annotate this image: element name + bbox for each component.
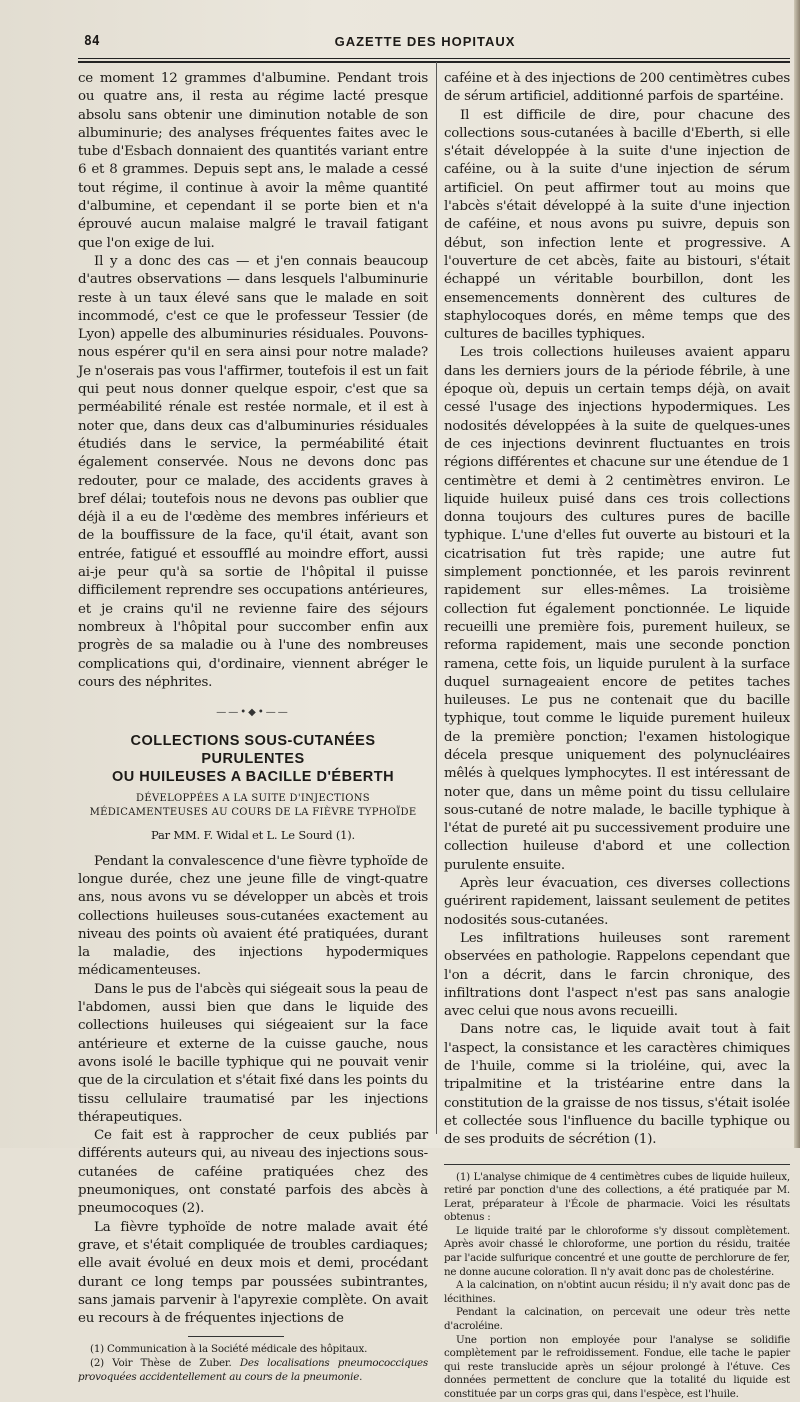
footnote-text: (2) Voir Thèse de Zuber. [90,1357,240,1369]
article-title-line-1: COLLECTIONS SOUS-CUTANÉES PURULENTES [130,733,376,768]
paragraph: Les trois collections huileuses avaient apparu dans les derniers jours de la période fébrile, à une époque où, depuis un certain temps déjà, on avait cessé l'usage des injections hypodermiques. Les nodosités développées à la suite de quelques-unes de ces injections devinrent fluctuantes en trois régions différentes et chacune sur une étendue de 1 centimètre et demi à 2 centimètres environ. Le liquide huileux puisé dans ces trois collections donna toujours des cultures pures de bacille typhique. L'une d'elles fut ouverte au bistouri et la cicatrisation fut très rapide; une autre fut simplement ponctionnée, et les parois revinrent rapidement sur elles-mêmes. La troisième collection fut également ponctionnée. Le liquide recueilli une première fois, purement huileux, se reforma rapidement, mais une seconde ponction ramena, cette fois, un liquide purulent à la surface duquel surnageaient encore de petites taches huileuses. Le pus ne contenait que du bacille typhique, tout comme le liquide purement huileux de la première ponction; l'examen histologique décela presque uniquement des polynucléaires mêlés à quelques lymphocytes. Il est intéressant de noter que, dans un même point du tissu cellulaire sous-cutané de notre malade, le bacille typhique à l'état de pureté ait pu successivement produire une collection huileuse d'abord et une collection purulente ensuite. [444,345,790,873]
paragraph: Dans le pus de l'abcès qui siégeait sous la peau de l'abdomen, aussi bien que dans le liquide des collections huileuses qui siégeaient sur la face antérieure et externe de la cuisse gauche, nous avons isolé le bacille typhique qui ne pouvait venir que de la circulation et s'était fixé dans les points du tissu cellulaire traumatisé par les injections thérapeutiques. [78,981,428,1125]
journal-title: GAZETTE DES HOPITAUX [334,34,516,49]
paragraph: La fièvre typhoïde de notre malade avait été grave, et s'était compliquée de troubles cardiaques; elle avait évolué en deux mois et demi, procédant durant ce long temps par poussées subintrantes, sans jamais parvenir à l'apyrexie complète. On avait eu recours à de fréquentes injections de [78,1219,428,1327]
header-rule [78,58,790,59]
paragraph: Ce fait est à rapprocher de ceux publiés par différents auteurs qui, au niveau des injections sous-cutanées de caféine pratiquées chez des pneumoniques, ont constaté parfois des abcès à pneumocoques (2). [78,1128,428,1217]
paragraph: Pendant la convalescence d'une fièvre typhoïde de longue durée, chez une jeune fille de vingt-quatre ans, nous avons vu se développer un abcès et trois collections huileuses sous-cutanées exactement au niveau des points où avaient été pratiquées, durant la maladie, des injections hypodermiques médicamenteuses. [78,853,428,979]
section-separator: ——•◆•—— [216,707,290,719]
page-header [60,32,790,54]
footnote [78,1357,428,1384]
header-rule-double [78,61,790,63]
footnotes [78,1343,428,1384]
paragraph: Il y a donc des cas — et j'en connais beaucoup d'autres observations — dans lesquels l'albuminurie reste à un taux élevé sans que le malade en soit incommodé, c'est ce que le professeur Tessier (de Lyon) appelle des albuminuries résiduales. Pouvons-nous espérer qu'il en sera ainsi pour notre malade? Je n'oserais pas vous l'affirmer, toutefois il est un fait qui peut nous donner quelque espoir, c'est que sa perméabilité rénale est restée normale, et il est à noter que, dans deux cas d'albuminuries résiduales étudiés dans le service, la perméabilité était également conservée. Nous ne devons donc pas redouter, pour ce malade, des accidents graves à bref délai; toutefois nous ne devons pas oublier que déjà il a eu de l'œdème des membres inférieurs et de la bouffissure de la face, qu'il était, avant son entrée, fatigué et essoufflé au moindre effort, aussi ai-je peur qu'à sa sortie de l'hôpital il puisse difficilement reprendre ses occupations antérieures, et je crains qu'il ne revienne faire des séjours nombreux à l'hôpital pour succomber enfin aux progrès de sa maladie ou à l'une des nombreuses complications qui, d'ordinaire, viennent abréger le cours des néphrites. [78,253,428,690]
page-number: 84 [84,34,100,49]
footnote-rule [188,1336,284,1337]
footnote-rule [444,1164,790,1165]
paragraph: ce moment 12 grammes d'albumine. Pendant trois ou quatre ans, il resta au régime lacté presque absolu sans obtenir une diminution notable de son albuminurie; des analyses fréquentes faites avec le tube d'Esbach donnaient des quantités variant entre 6 et 8 grammes. Depuis sept ans, le malade a cessé tout régime, il continue à avoir la même quantité d'albumine, et cependant il se porte bien et n'a éprouvé aucun malaise malgré le travail fatigant que l'on exige de lui. [78,71,428,251]
footnote: Pendant la calcination, on percevait une odeur très nette d'acroléine. [444,1306,790,1333]
article-subtitle: DÉVELOPPÉES A LA SUITE D'INJECTIONS MÉDICAMENTEUSES AU COURS DE LA FIÈVRE TYPHOÏDE [89,793,417,819]
article-title-line-2: OU HUILEUSES A BACILLE D'ÉBERTH [111,769,395,786]
paragraph: Dans notre cas, le liquide avait tout à fait l'aspect, la consistance et les caractères chimiques de l'huile, comme si la trioléine, qui, avec la tripalmitine et la tristéarine entre dans la constitution de la graisse de nos tissus, s'était isolée et collectée sous l'influence du bacille typhique ou de ses produits de sécrétion (1). [444,1022,790,1148]
right-column [444,70,790,1402]
paragraph: Après leur évacuation, ces diverses collections guérirent rapidement, laissant seulement de petites nodosités sous-cutanées. [444,876,790,928]
article-authors: Par MM. F. Widal et L. Le Sourd (1). [150,828,356,843]
footnote-title: Des localisations pneumococciques provoquées accidentellement au cours de la pneumonie. [78,1357,428,1383]
left-column [78,70,428,1384]
paragraph: caféine et à des injections de 200 centimètres cubes de sérum artificiel, additionné parfois de spartéine. [444,71,790,105]
page-edge-shadow [794,0,800,1148]
footnote: Une portion non employée pour l'analyse se solidifie complètement par le refroidissement. Fondue, elle tache le papier qui reste translucide après un séjour prolongé à l'étuve. Ces données permettent de conclure que la totalité du liquide est constituée par un corps gras qui, dans l'espèce, est l'huile. [444,1333,790,1401]
footnote: (1) L'analyse chimique de 4 centimètres cubes de liquide huileux, retiré par ponction d'une des collections, a été pratiquée par M. Lerat, préparateur à l'École de pharmacie. Voici les résultats obtenus : [444,1170,790,1224]
column-divider [436,62,437,1134]
footnotes [444,1171,790,1402]
paragraph: Les infiltrations huileuses sont rarement observées en pathologie. Rappelons cependant que l'on a décrit, dans le farcin chronique, des infiltrations dont l'aspect n'est pas sans analogie avec celui que nous avons recueilli. [444,930,790,1020]
footnote: (1) Communication à la Société médicale des hôpitaux. [90,1343,368,1356]
paragraph: Il est difficile de dire, pour chacune des collections sous-cutanées à bacille d'Eberth, si elle s'était développée à la suite d'une injection de caféine, ou à la suite d'une injection de sérum artificiel. On peut affirmer tout au moins que l'abcès s'était développé à la suite d'une injection de caféine, et nous avons pu suivre, depuis son début, son infection lente et progressive. A l'ouverture de cet abcès, faite au bistouri, s'était échappé un véritable bourbillon, dont les ensemencements donnèrent des cultures de staphylocoques dorés, en même temps que des cultures de bacilles typhiques. [444,107,790,343]
footnote: Le liquide traité par le chloroforme s'y dissout complètement. Après avoir chassé le chloroforme, une portion du résidu, traitée par l'acide sulfurique concentré et une goutte de perchlorure de fer, ne donne aucune coloration. Il n'y avait donc pas de cholestérine. [444,1224,790,1278]
footnote: A la calcination, on n'obtint aucun résidu; il n'y avait donc pas de lécithines. [444,1279,790,1305]
